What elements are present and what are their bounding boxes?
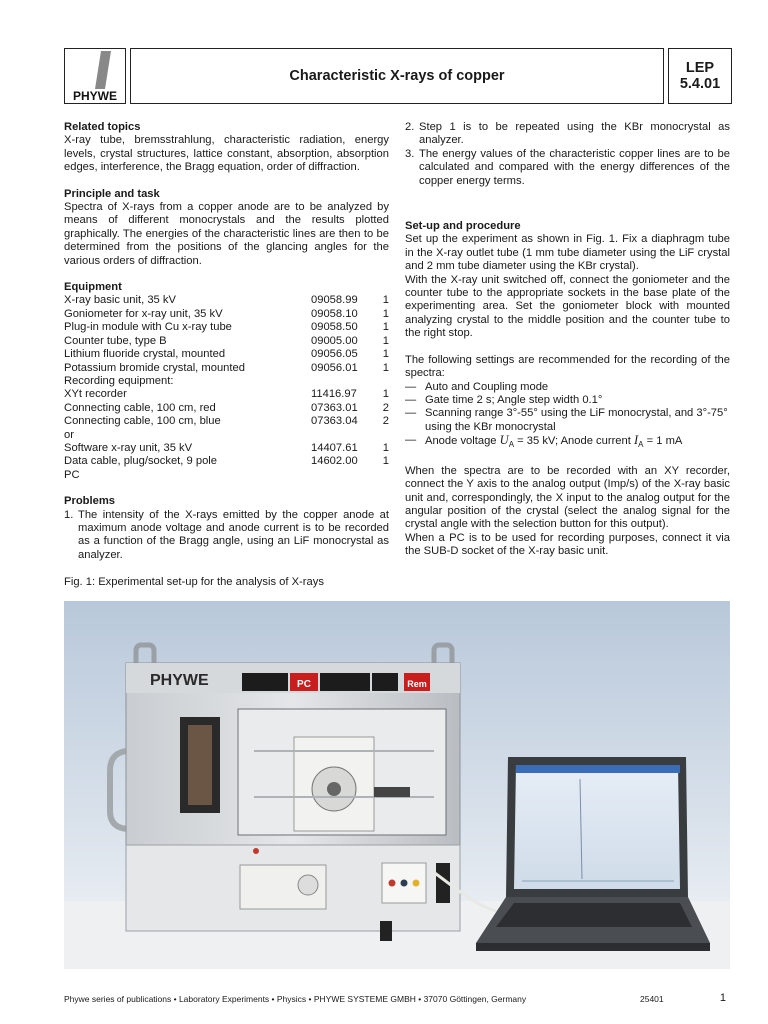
equipment-row: Goniometer for x-ray unit, 35 kV 09058.10 1 xyxy=(64,307,389,320)
page-number: 1 xyxy=(719,992,726,1004)
setup-section xyxy=(405,220,730,559)
setup-heading: Set-up and procedure xyxy=(405,220,521,233)
footer-code: 25401 xyxy=(640,994,664,1004)
lep-badge xyxy=(668,48,732,104)
equipment-list xyxy=(64,294,389,482)
setup-paragraph: When the spectra are to be recorded with an XY recorder, connect the Y axis to the analog output (Imp/s) of the X-ray basic unit and, correspondingly, the X input to the analog output for the angular position of the crystal (select the analog signal for the crystal angle with the selection button for this output). xyxy=(405,464,730,531)
setting-item: — Gate time 2 s; Angle step width 0.1° xyxy=(405,393,603,406)
equipment-row: Connecting cable, 100 cm, red 07363.01 2 xyxy=(64,401,389,414)
rem-display: Rem xyxy=(407,679,427,689)
left-column xyxy=(64,121,389,575)
logo-mark-icon xyxy=(65,49,125,103)
lep-label: LEP xyxy=(685,60,715,76)
equipment-row: PC xyxy=(64,468,80,481)
equipment-row: Software x-ray unit, 35 kV 14407.61 1 xyxy=(64,441,389,454)
problems-section xyxy=(64,495,389,562)
principle-heading: Principle and task xyxy=(64,187,160,200)
right-column xyxy=(405,121,730,572)
logo-text: PHYWE xyxy=(72,89,118,103)
phywe-logo xyxy=(64,48,126,104)
equipment-heading: Equipment xyxy=(64,281,122,294)
problems-continued xyxy=(405,121,730,188)
setup-paragraph: The following settings are recommended for the recording of the spectra: xyxy=(405,353,730,380)
related-topics-section xyxy=(64,121,389,175)
setting-item-anode: — Anode voltage $U_A = 35$ kV; Anode current $I_A = 1$ mA xyxy=(405,433,683,450)
lep-number: 5.4.01 xyxy=(679,76,721,92)
problem-item: 3. The energy values of the characteristic copper lines are to be calculated and compared with the energy differences of the copper energy terms. xyxy=(405,147,730,187)
problem-item: 1. The intensity of the X-rays emitted by the copper anode at maximum anode voltage and anode current is to be recorded as a function of the Bragg angle, using an LiF monocrystal as analyzer. xyxy=(64,508,389,561)
equipment-row: Recording equipment: xyxy=(64,374,174,387)
figure-caption: Fig. 1: Experimental set-up for the analysis of X-rays xyxy=(64,576,324,588)
footer-text: Phywe series of publications • Laboratory Experiments • Physics • PHYWE SYSTEME GMBH • 37070 Göttingen, Germany xyxy=(64,994,527,1004)
principle-text: Spectra of X-rays from a copper anode are to be analyzed by means of different monocrystals and the results plotted graphically. The energies of the characteristic lines are then to be determined from the positions of the glancing angles for the various orders of diffraction. xyxy=(64,201,389,267)
equipment-row: Data cable, plug/socket, 9 pole 14602.00 1 xyxy=(64,455,389,468)
equipment-row: Lithium fluoride crystal, mounted 09056.05 1 xyxy=(64,348,389,361)
principle-section xyxy=(64,188,389,268)
equipment-row: Connecting cable, 100 cm, blue 07363.04 2 xyxy=(64,415,389,428)
problems-heading: Problems xyxy=(64,495,115,508)
setting-item: — Auto and Coupling mode xyxy=(405,380,549,393)
related-topics-text: X-ray tube, bremsstrahlung, characteristic radiation, energy levels, crystal structures, lattice constant, absorption, absorption edges, interference, the Bragg equation, order of diffraction. xyxy=(64,134,389,174)
setup-paragraph: With the X-ray unit switched off, connect the goniometer and the counter tube to the appropriate sockets in the base plate of the experimenting area. Set the goniometer block with mounted analyzing crystal to the middle position and the counter tube to the right stop. xyxy=(405,273,730,340)
pc-display: PC xyxy=(297,679,311,690)
page-footer xyxy=(64,994,732,1004)
problem-item: 2. Step 1 is to be repeated using the KBr monocrystal as analyzer. xyxy=(405,121,730,147)
device-logo: PHYWE xyxy=(150,672,209,689)
setup-paragraph: When a PC is to be used for recording purposes, connect it via the SUB-D socket of the X-ray basic unit. xyxy=(405,531,730,558)
page-title: Characteristic X-rays of copper xyxy=(130,48,664,104)
equipment-row: or xyxy=(64,428,74,441)
equipment-row: Potassium bromide crystal, mounted 09056.01 1 xyxy=(64,361,389,374)
experiment-photo xyxy=(64,601,730,969)
equipment-row: XYt recorder 11416.97 1 xyxy=(64,388,389,401)
equipment-row: Plug-in module with Cu x-ray tube 09058.50 1 xyxy=(64,321,389,334)
equipment-row: Counter tube, type B 09005.00 1 xyxy=(64,334,389,347)
setup-paragraph: Set up the experiment as shown in Fig. 1. Fix a diaphragm tube in the X-ray outlet tube (1 mm tube diameter using the LiF crystal and 2 mm tube diameter using the KBr crystal). xyxy=(405,233,730,273)
equipment-row: X-ray basic unit, 35 kV 09058.99 1 xyxy=(64,294,389,307)
equipment-section xyxy=(64,281,389,482)
setting-item: — Scanning range 3°-55° using the LiF monocrystal, and 3°-75° using the KBr monocrystal xyxy=(405,407,728,433)
related-topics-heading: Related topics xyxy=(64,121,141,133)
